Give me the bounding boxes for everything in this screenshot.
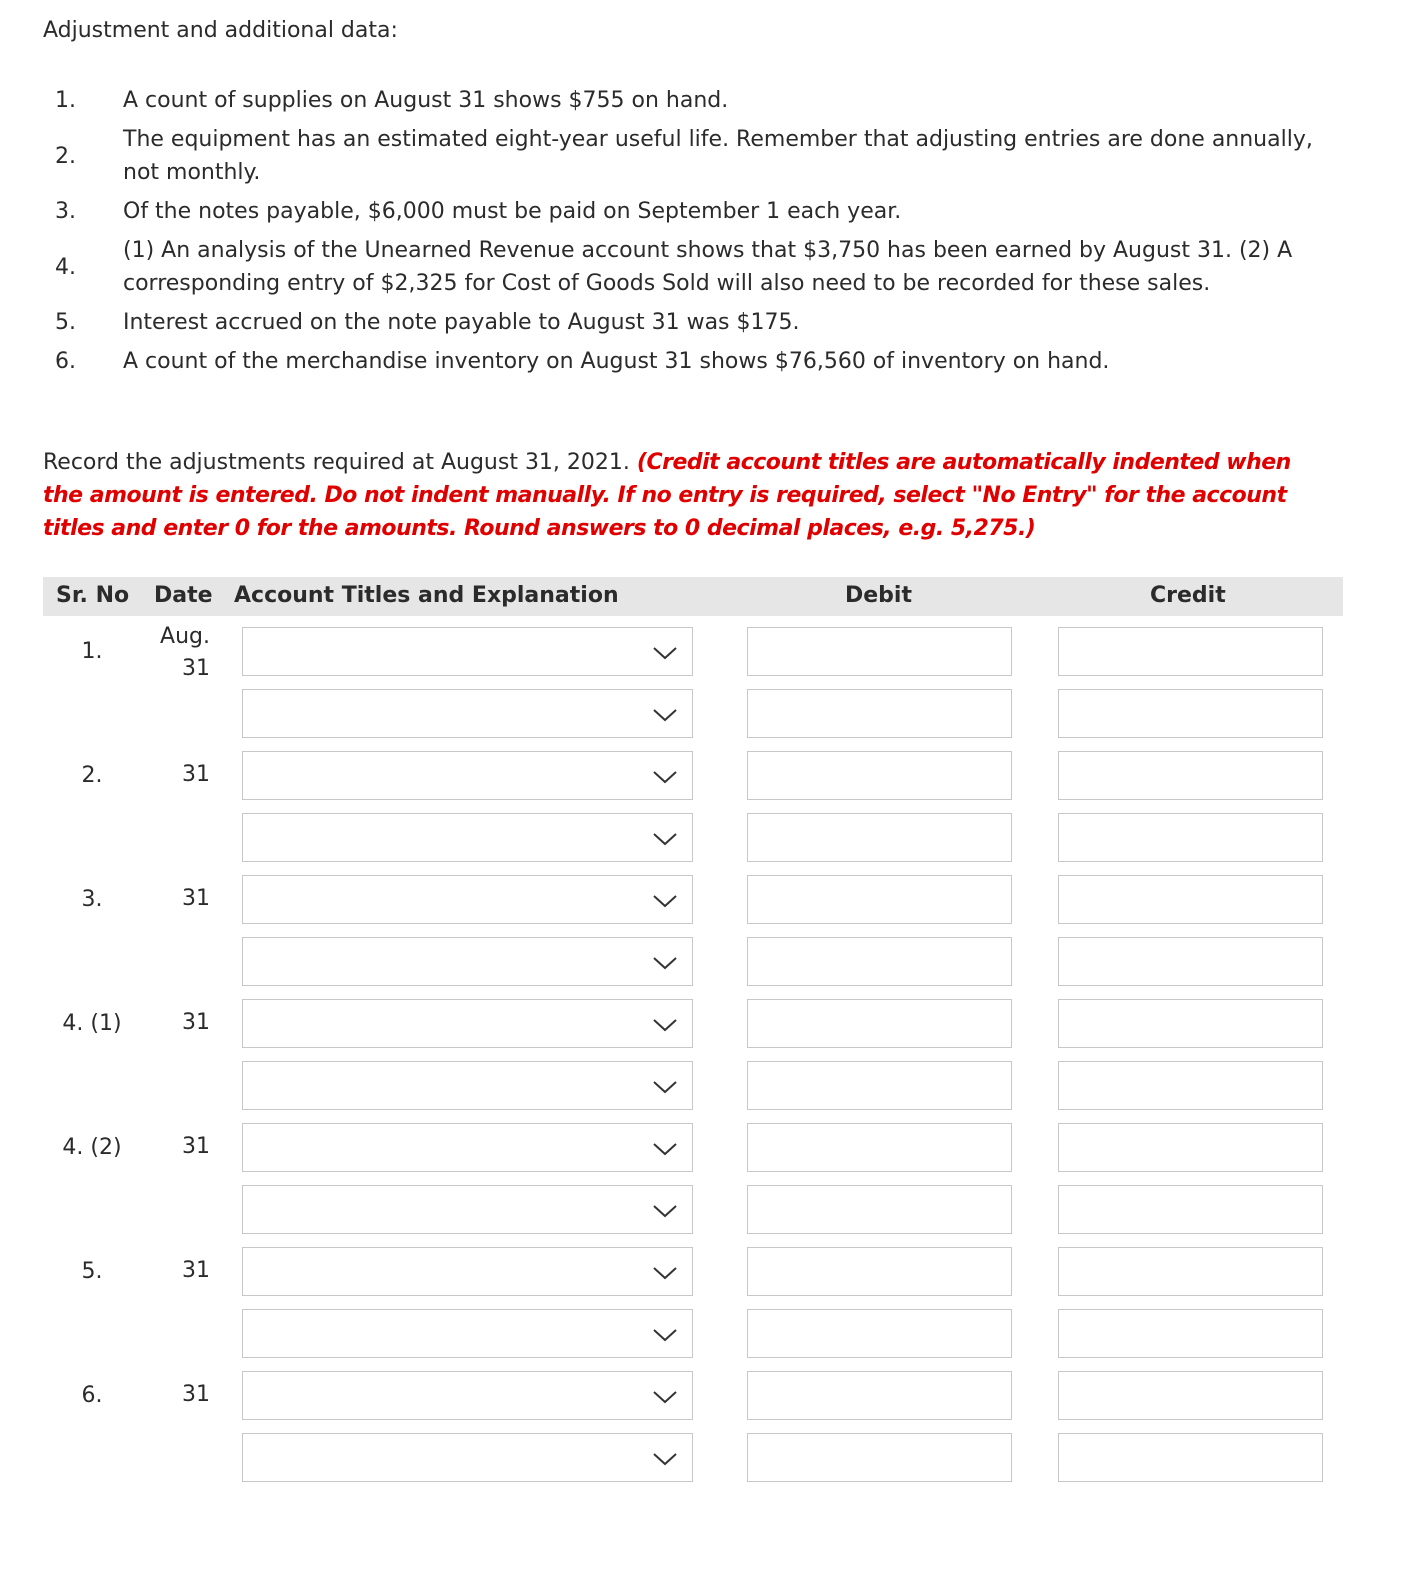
chevron-down-icon	[652, 1265, 678, 1281]
adjustment-data-list	[43, 84, 1343, 384]
instructions	[43, 446, 1333, 545]
debit-input[interactable]	[747, 813, 1012, 862]
chevron-down-icon	[652, 769, 678, 785]
instructions-lead: Record the adjustments required at August 31, 2021.	[43, 450, 637, 475]
debit-input[interactable]	[747, 937, 1012, 986]
chevron-down-icon	[652, 1389, 678, 1405]
header-credit: Credit	[1150, 583, 1226, 608]
entry-month: Aug.	[160, 624, 210, 649]
account-title-select[interactable]	[242, 1371, 693, 1420]
debit-input[interactable]	[747, 1371, 1012, 1420]
item-number: 5.	[55, 310, 76, 335]
entry-number: 2.	[81, 763, 103, 788]
account-title-select[interactable]	[242, 689, 693, 738]
list-item	[43, 123, 1343, 189]
header-debit: Debit	[845, 583, 912, 608]
chevron-down-icon	[652, 831, 678, 847]
chevron-down-icon	[652, 1017, 678, 1033]
debit-input[interactable]	[747, 627, 1012, 676]
account-title-select[interactable]	[242, 999, 693, 1048]
credit-input[interactable]	[1058, 689, 1323, 738]
account-title-select[interactable]	[242, 751, 693, 800]
list-item	[43, 84, 1343, 117]
item-text: Interest accrued on the note payable to August 31 was $175.	[123, 310, 800, 335]
debit-input[interactable]	[747, 1185, 1012, 1234]
entry-number: 1.	[81, 639, 103, 664]
account-title-select[interactable]	[242, 1309, 693, 1358]
entry-day: 31	[182, 1010, 210, 1035]
account-title-select[interactable]	[242, 1123, 693, 1172]
account-title-select[interactable]	[242, 875, 693, 924]
account-title-select[interactable]	[242, 1185, 693, 1234]
credit-input[interactable]	[1058, 1185, 1323, 1234]
account-title-select[interactable]	[242, 937, 693, 986]
credit-input[interactable]	[1058, 999, 1323, 1048]
table-header	[43, 577, 1343, 616]
item-text: (1) An analysis of the Unearned Revenue account shows that $3,750 has been earned by August 31. (2) A corresponding entry of $2,325 for Cost of Goods Sold will also need to be recorded for these sales.	[123, 238, 1293, 296]
credit-input[interactable]	[1058, 1309, 1323, 1358]
debit-input[interactable]	[747, 689, 1012, 738]
entry-day: 31	[182, 762, 210, 787]
debit-input[interactable]	[747, 1433, 1012, 1482]
chevron-down-icon	[652, 955, 678, 971]
item-number: 2.	[55, 143, 76, 169]
credit-input[interactable]	[1058, 1433, 1323, 1482]
header-sr-no: Sr. No	[56, 583, 130, 608]
chevron-down-icon	[652, 1141, 678, 1157]
debit-input[interactable]	[747, 751, 1012, 800]
chevron-down-icon	[652, 707, 678, 723]
credit-input[interactable]	[1058, 1247, 1323, 1296]
header-date: Date	[154, 583, 213, 608]
entry-number: 3.	[81, 887, 103, 912]
entry-number: 6.	[81, 1383, 103, 1408]
entry-day: 31	[182, 1382, 210, 1407]
credit-input[interactable]	[1058, 875, 1323, 924]
account-title-select[interactable]	[242, 1247, 693, 1296]
instructions-note: (Credit account titles are automatically indented when the amount is entered. Do not indent manually. If no entry is required, select "No Entry" for the account titles and enter 0 for the amounts. Round answers to 0 decimal places, e.g. 5,275.)	[43, 450, 1291, 541]
item-number: 3.	[55, 199, 76, 224]
entry-number: 4. (2)	[62, 1135, 122, 1160]
debit-input[interactable]	[747, 1061, 1012, 1110]
entry-day: 31	[182, 1134, 210, 1159]
account-title-select[interactable]	[242, 627, 693, 676]
item-number: 1.	[55, 88, 76, 113]
chevron-down-icon	[652, 1327, 678, 1343]
section-heading: Adjustment and additional data:	[43, 18, 398, 43]
item-text: A count of the merchandise inventory on August 31 shows $76,560 of inventory on hand.	[123, 349, 1110, 374]
list-item	[43, 234, 1343, 300]
item-number: 4.	[55, 254, 76, 280]
entry-day: 31	[182, 1258, 210, 1283]
credit-input[interactable]	[1058, 1123, 1323, 1172]
debit-input[interactable]	[747, 1247, 1012, 1296]
item-text: A count of supplies on August 31 shows $755 on hand.	[123, 88, 729, 113]
list-item	[43, 306, 1343, 339]
list-item	[43, 195, 1343, 228]
list-item	[43, 345, 1343, 378]
item-text: Of the notes payable, $6,000 must be paid on September 1 each year.	[123, 199, 902, 224]
credit-input[interactable]	[1058, 937, 1323, 986]
item-number: 6.	[55, 349, 76, 374]
credit-input[interactable]	[1058, 813, 1323, 862]
credit-input[interactable]	[1058, 1371, 1323, 1420]
entry-day: 31	[182, 656, 210, 681]
header-account-titles: Account Titles and Explanation	[234, 583, 619, 608]
debit-input[interactable]	[747, 875, 1012, 924]
account-title-select[interactable]	[242, 1433, 693, 1482]
chevron-down-icon	[652, 645, 678, 661]
credit-input[interactable]	[1058, 627, 1323, 676]
chevron-down-icon	[652, 1203, 678, 1219]
account-title-select[interactable]	[242, 1061, 693, 1110]
debit-input[interactable]	[747, 1123, 1012, 1172]
chevron-down-icon	[652, 1451, 678, 1467]
debit-input[interactable]	[747, 1309, 1012, 1358]
chevron-down-icon	[652, 1079, 678, 1095]
debit-input[interactable]	[747, 999, 1012, 1048]
chevron-down-icon	[652, 893, 678, 909]
item-text: The equipment has an estimated eight-year useful life. Remember that adjusting entries are done annually, not monthly.	[123, 127, 1313, 185]
entry-number: 4. (1)	[62, 1011, 122, 1036]
account-title-select[interactable]	[242, 813, 693, 862]
credit-input[interactable]	[1058, 1061, 1323, 1110]
credit-input[interactable]	[1058, 751, 1323, 800]
entry-number: 5.	[81, 1259, 103, 1284]
entry-day: 31	[182, 886, 210, 911]
